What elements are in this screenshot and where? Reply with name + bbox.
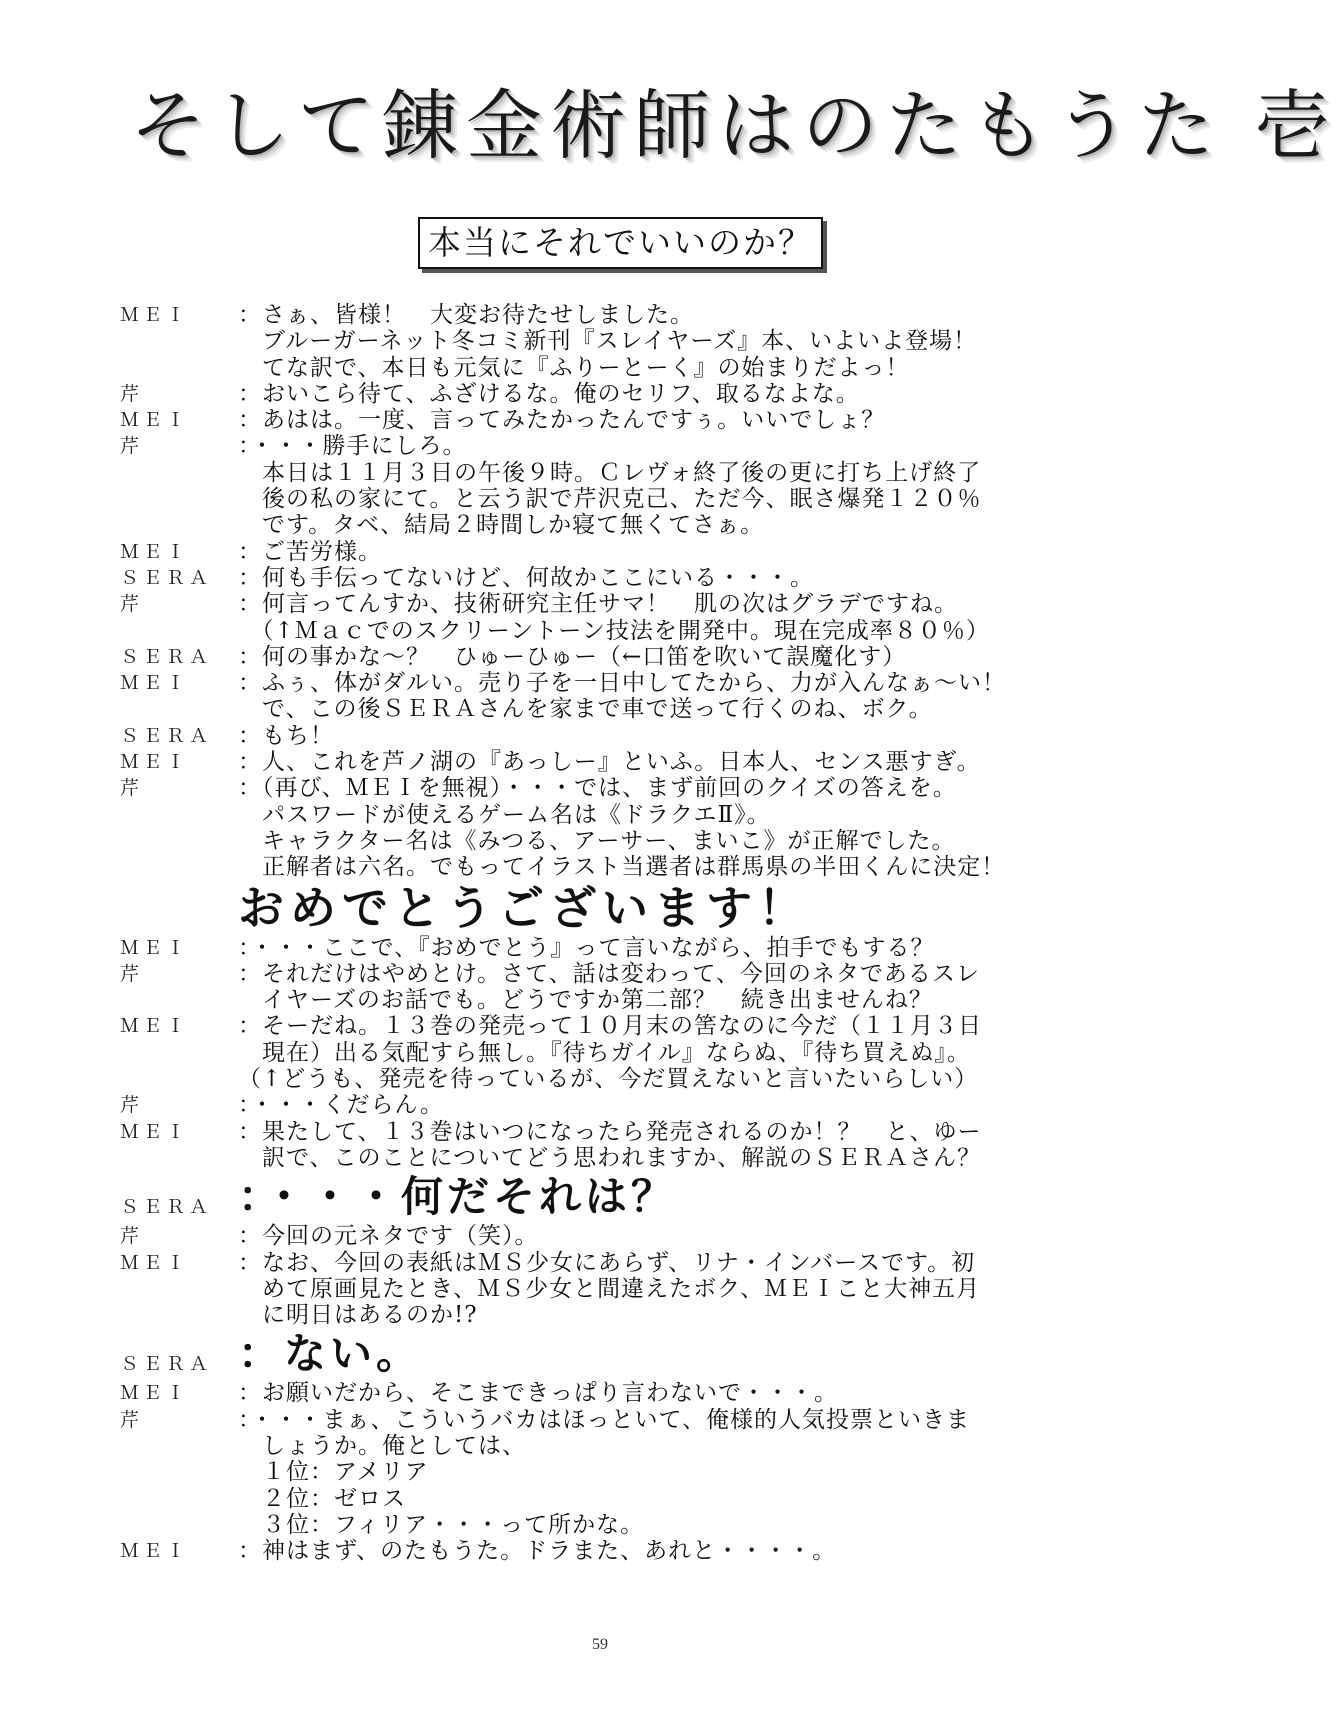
speaker: 芹 — [120, 382, 144, 405]
speaker — [120, 987, 238, 1013]
dialogue-line — [120, 749, 1130, 775]
speaker — [120, 828, 238, 854]
line-text: ：あはは。一度、言ってみたかったんですぅ。いいでしょ？ — [238, 407, 886, 434]
dialogue-line — [120, 881, 1130, 935]
line-text: 本日は１１月３日の午後９時。Ｃレヴォ終了後の更に打ち上げ終了 — [238, 459, 982, 486]
dialogue-line — [120, 935, 1130, 961]
line-text: ：何の事かな～？ ひゅーひゅー（←口笛を吹いて誤魔化す） — [238, 643, 907, 670]
speaker — [120, 802, 238, 828]
line-text: （↑Ｍａｃでのスクリーントーン技法を開発中。現在完成率８０％） — [238, 617, 990, 644]
speaker: ＭＥＩ — [120, 409, 190, 432]
line-text: ：・・・勝手にしろ。 — [238, 433, 467, 460]
speaker: ＳＥＲＡ — [120, 1353, 213, 1376]
speaker: ＭＥＩ — [120, 936, 190, 959]
line-text: ：何も手伝ってないけど、何故かここにいる・・・。 — [238, 564, 814, 591]
line-text: ブルーガーネット冬コミ新刊『スレイヤーズ』本、いよいよ登場！ — [238, 328, 978, 355]
dialogue-line — [120, 1302, 1130, 1328]
dialogue-line — [120, 1380, 1130, 1406]
dialogue-line — [120, 1459, 1130, 1485]
speaker: ＭＥＩ — [120, 1382, 190, 1405]
speaker: 芹 — [120, 962, 144, 985]
dialogue-line — [120, 1092, 1130, 1118]
dialogue-line — [120, 433, 1130, 459]
speaker: 芹 — [120, 777, 144, 800]
dialogue-line — [120, 407, 1130, 433]
speaker: ＭＥＩ — [120, 1120, 190, 1143]
line-text: 後の私の家にて。と云う訳で芹沢克己、ただ今、眠さ爆発１２０％ — [238, 486, 982, 513]
speaker: 芹 — [120, 593, 144, 616]
line-text: てな訳で、本日も元気に『ふりーとーく』の始まりだよっ！ — [238, 354, 910, 381]
line-text: ：・・・何だそれは？ — [238, 1172, 678, 1222]
dialogue-line — [120, 1119, 1130, 1145]
line-text: ：もち！ — [238, 722, 334, 749]
speaker — [120, 1040, 238, 1066]
dialogue-line — [120, 1433, 1130, 1459]
dialogue-line — [120, 1223, 1130, 1249]
line-text: で、この後ＳＥＲＡさんを家まで車で送って行くのね、ボク。 — [238, 696, 933, 723]
line-text: ２位：ゼロス — [238, 1485, 406, 1512]
dialogue-line — [120, 644, 1130, 670]
line-text: に明日はあるのか!? — [238, 1302, 478, 1329]
dialogue-line — [120, 1040, 1130, 1066]
page-title: そして錬金術師はのたもうた 壱 — [130, 81, 1338, 170]
speaker: ＳＥＲＡ — [120, 645, 213, 668]
speaker — [120, 1486, 238, 1512]
line-text: イヤーズのお話でも。どうですか第二部？ 続き出ませんね？ — [238, 987, 933, 1014]
line-text: ：今回の元ネタです（笑）。 — [238, 1223, 539, 1250]
line-text: ：果たして、１３巻はいつになったら発売されるのか！？ と、ゆー — [238, 1118, 982, 1145]
speaker: 芹 — [120, 1225, 144, 1248]
speaker — [120, 618, 238, 644]
dialogue-line — [120, 828, 1130, 854]
line-text: ：・・・ここで、『おめでとう』って言いながら、拍手でもする？ — [238, 934, 935, 961]
line-text: ：人、これを芦ノ湖の『あっしー』といふ。日本人、センス悪すぎ。 — [238, 749, 981, 776]
line-text: ：何言ってんすか、技術研究主任サマ！ 肌の次はグラデですね。 — [238, 591, 958, 618]
dialogue-line — [120, 775, 1130, 801]
dialogue-line — [120, 961, 1130, 987]
dialogue-line — [120, 670, 1130, 696]
line-text: 正解者は六名。でもってイラスト当選者は群馬県の半田くんに決定！ — [238, 854, 1006, 881]
speaker — [120, 1433, 238, 1459]
line-text: 現在）出る気配すら無し。『待ちガイル』ならぬ、『待ち買えぬ』。 — [238, 1039, 971, 1066]
speaker — [120, 1302, 238, 1328]
speaker: ＳＥＲＡ — [120, 1196, 213, 1219]
dialogue-line — [120, 381, 1130, 407]
speaker: 芹 — [120, 435, 144, 458]
line-text: おめでとうございます！ — [238, 880, 810, 935]
dialogue-line — [120, 1328, 1130, 1380]
speaker: ＭＥＩ — [120, 1540, 190, 1563]
speaker: ＭＥＩ — [120, 304, 190, 326]
line-text: 訳で、このことについてどう思われますか、解説のＳＥＲＡさん？ — [238, 1144, 982, 1171]
dialogue-line — [120, 1276, 1130, 1302]
dialogue-line — [120, 802, 1130, 828]
dialogue-line — [120, 565, 1130, 591]
dialogue-line — [120, 1171, 1130, 1223]
line-text: キャラクター名は《みつる、アーサー、まいこ》が正解でした。 — [238, 827, 956, 854]
speaker — [120, 854, 238, 880]
speaker — [120, 1145, 238, 1171]
dialogue-line — [120, 460, 1130, 486]
speaker — [120, 1276, 238, 1302]
line-text: ：ない。 — [238, 1329, 423, 1379]
speaker — [120, 1512, 238, 1538]
page-number: 59 — [592, 1636, 608, 1653]
speaker — [120, 512, 238, 538]
dialogue-line — [120, 1066, 1130, 1092]
speaker — [120, 1066, 238, 1092]
dialogue-line — [120, 1486, 1130, 1512]
dialogue-line — [120, 1250, 1130, 1276]
dialogue-line — [120, 512, 1130, 538]
speaker — [120, 486, 238, 512]
line-text: （↑どうも、発売を待っているが、今だ買えないと言いたいらしい） — [238, 1066, 979, 1093]
speaker: ＭＥＩ — [120, 1251, 190, 1274]
speaker — [120, 355, 238, 381]
line-text: ：さぁ、皆様！ 大変お待たせしました。 — [238, 302, 694, 328]
dialogue-line — [120, 1512, 1130, 1538]
line-text: ：・・・くだらん。 — [238, 1092, 444, 1119]
speaker: ＭＥＩ — [120, 1015, 190, 1038]
line-text: ：おいこら待て、ふざけるな。俺のセリフ、取るなよな。 — [238, 380, 860, 407]
line-text: ：そーだね。１３巻の発売って１０月末の筈なのに今だ（１１月３日 — [238, 1013, 982, 1040]
dialogue-line — [120, 328, 1130, 354]
dialogue-line — [120, 355, 1130, 381]
dialogue-line — [120, 1407, 1130, 1433]
dialogue — [120, 302, 1130, 1564]
dialogue-line — [120, 1145, 1130, 1171]
dialogue-line — [120, 1013, 1130, 1039]
dialogue-line — [120, 854, 1130, 880]
line-text: パスワードが使えるゲーム名は《ドラクエⅡ》。 — [238, 801, 771, 828]
speaker: ＭＥＩ — [120, 672, 190, 695]
line-text: ：お願いだから、そこまできっぱり言わないで・・・。 — [238, 1380, 838, 1407]
dialogue-line — [120, 539, 1130, 565]
dialogue-line — [120, 723, 1130, 749]
dialogue-line — [120, 302, 1130, 328]
line-text: ：神はまず、のたもうた。ドラまた、あれと・・・・。 — [238, 1538, 837, 1565]
line-text: ：ご苦労様。 — [238, 538, 382, 565]
subtitle-box: 本当にそれでいいのか？ — [418, 217, 823, 269]
line-text: しょうか。俺としては、 — [238, 1432, 526, 1459]
line-text: １位：アメリア — [238, 1459, 429, 1486]
dialogue-line — [120, 618, 1130, 644]
speaker: ＳＥＲＡ — [120, 566, 213, 589]
speaker — [120, 1459, 238, 1485]
line-text: ：それだけはやめとけ。さて、話は変わって、今回のネタであるスレ — [238, 960, 980, 987]
speaker — [120, 460, 238, 486]
line-text: ：なお、今回の表紙はＭＳ少女にあらず、リナ・インバースです。初 — [238, 1249, 976, 1276]
speaker: ＭＥＩ — [120, 540, 190, 563]
dialogue-line — [120, 486, 1130, 512]
speaker — [120, 696, 238, 722]
line-text: ：（再び、ＭＥＩを無視）・・・では、まず前回のクイズの答えを。 — [238, 775, 957, 802]
dialogue-line — [120, 696, 1130, 722]
speaker — [120, 881, 238, 935]
dialogue-line — [120, 591, 1130, 617]
speaker — [120, 328, 238, 354]
speaker: 芹 — [120, 1094, 144, 1117]
dialogue-line — [120, 1538, 1130, 1564]
line-text: ３位：フィリア・・・って所かな。 — [238, 1511, 645, 1538]
speaker: ＭＥＩ — [120, 751, 190, 774]
speaker: 芹 — [120, 1408, 144, 1431]
speaker: ＳＥＲＡ — [120, 724, 213, 747]
line-text: めて原画見たとき、ＭＳ少女と間違えたボク、ＭＥＩこと大神五月 — [238, 1275, 981, 1302]
line-text: ：・・・まぁ、こういうバカはほっといて、俺様的人気投票といきま — [238, 1406, 971, 1433]
line-text: です。タベ、結局２時間しか寝て無くてさぁ。 — [238, 512, 765, 539]
dialogue-line — [120, 987, 1130, 1013]
line-text: ：ふぅ、体がダルい。売り子を一日中してたから、力が入んなぁ～い！ — [238, 670, 1006, 697]
